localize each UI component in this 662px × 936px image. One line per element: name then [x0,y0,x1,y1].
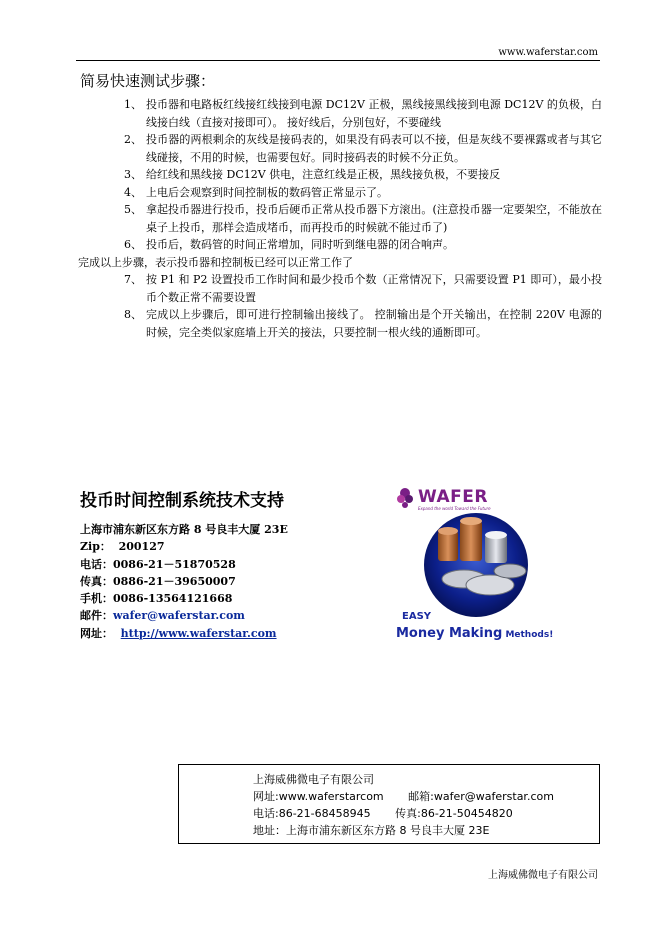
step-number: 8、 [124,308,142,321]
contact-phone: 电话:86-21-68458945 [253,807,371,820]
step-text: 拿起投币器进行投币，投币后硬币正常从投币器下方滚出。(注意投币器一定要架空，不能放在桌子上投币，那样会造成堵币，而再投币的时候就不能过币了) [146,203,602,234]
website-link[interactable]: http://www.waferstar.com [120,626,277,640]
support-address: 上海市浦东新区东方路 8 号良丰大厦 23E [80,523,288,536]
support-web [80,625,288,642]
contact-fax: 传真:86-21-50454820 [395,807,513,820]
flower-logo-icon [397,488,413,508]
fax-value: 0886-21－39650007 [113,574,236,588]
footer-company: 上海威佛微电子有限公司 [488,870,598,881]
easy-label: EASY [402,611,432,622]
contact-web: 网址:www.waferstarcom [253,790,384,803]
header-divider [76,60,600,61]
money-making-slogan [396,622,553,641]
step-number: 6、 [124,238,142,251]
step-5 [78,201,602,236]
email-label: 邮件： [80,609,113,623]
support-fax [80,573,288,590]
contact-web-email-line [253,788,554,804]
section-title: 简易快速测试步骤： [80,72,216,90]
wafer-tagline: Expand the world Toward the Future [418,506,491,511]
step-text: 上电后会观察到时间控制板的数码管正常显示了。 [146,185,388,199]
tech-support-section [80,486,288,642]
step-text: 给红线和黑线接 DC12V 供电，注意红线是正极，黑线接负极，不要接反 [146,168,501,181]
mobile-value: 0086-13564121668 [113,592,233,606]
fax-label: 传真： [80,574,113,588]
step-text: 投币器的两根剩余的灰线是接码表的，如果没有码表可以不接，但是灰线不要裸露或者与其它线碰接，不用的时候，也需要包好。同时接码表的时候不分正负。 [146,133,602,164]
step-number: 5、 [124,203,142,216]
step-number: 4、 [124,185,142,199]
contact-phone-fax-line [253,805,513,821]
web-label: 网址： [80,626,113,640]
mobile-label: 手机： [80,592,113,606]
step-number: 7、 [124,273,142,286]
step-text: 按 P1 和 P2 设置投币工作时间和最少投币个数（正常情况下，只需要设置 P1 即可），最小投币个数正常不需要设置 [146,273,602,304]
step-4 [78,184,602,202]
step-text: 完成以上步骤后，即可进行控制输出接线了。 控制输出是个开关输出，在控制 220V 电源的时候，完全类似家庭墙上开关的接法，只要控制一根火线的通断即可。 [146,308,602,339]
step-2 [78,131,602,166]
wafer-brand: WAFER [418,487,488,507]
zip-value: 200127 [118,540,165,554]
step-text: 投币后，数码管的时间正常增加，同时听到继电器的闭合响声。 [146,238,454,251]
email-link[interactable]: wafer@waferstar.com [113,609,245,623]
step-text: 投币器和电路板红线接红线接到电源 DC12V 正极，黑线接黑线接到电源 DC12V 的负极，白线接白线（直接对接即可）。 接好线后，分别包好，不要碰线 [146,98,602,129]
contact-address: 地址：上海市浦东新区东方路 8 号良丰大厦 23E [253,824,490,837]
slogan-main: Money Making [396,626,503,641]
slogan-tail: Methods! [502,630,554,640]
contact-email: 邮箱:wafer@waferstar.com [408,790,554,803]
header-url: www.waferstar.com [498,47,598,58]
support-mobile [80,590,288,607]
wafer-logo-graphic [392,483,552,643]
step-number: 3、 [124,168,142,181]
phone-label: 电话： [80,557,113,571]
support-phone [80,556,288,573]
support-title: 投币时间控制系统技术支持 [80,491,284,511]
step-8 [78,306,602,341]
support-email [80,607,288,624]
test-steps [78,96,602,341]
step-1 [78,96,602,131]
completion-note: 完成以上步骤，表示投币器和控制板已经可以正常工作了 [78,255,353,269]
step-7 [78,271,602,306]
phone-value: 0086-21－51870528 [113,557,236,571]
zip-label: Zip： [80,540,111,554]
step-6 [78,236,602,254]
contact-box [178,764,600,844]
step-number: 1、 [124,98,142,111]
support-zip [80,538,288,555]
step-number: 2、 [124,133,142,146]
contact-company: 上海威佛微电子有限公司 [253,773,374,786]
step-3 [78,166,602,184]
